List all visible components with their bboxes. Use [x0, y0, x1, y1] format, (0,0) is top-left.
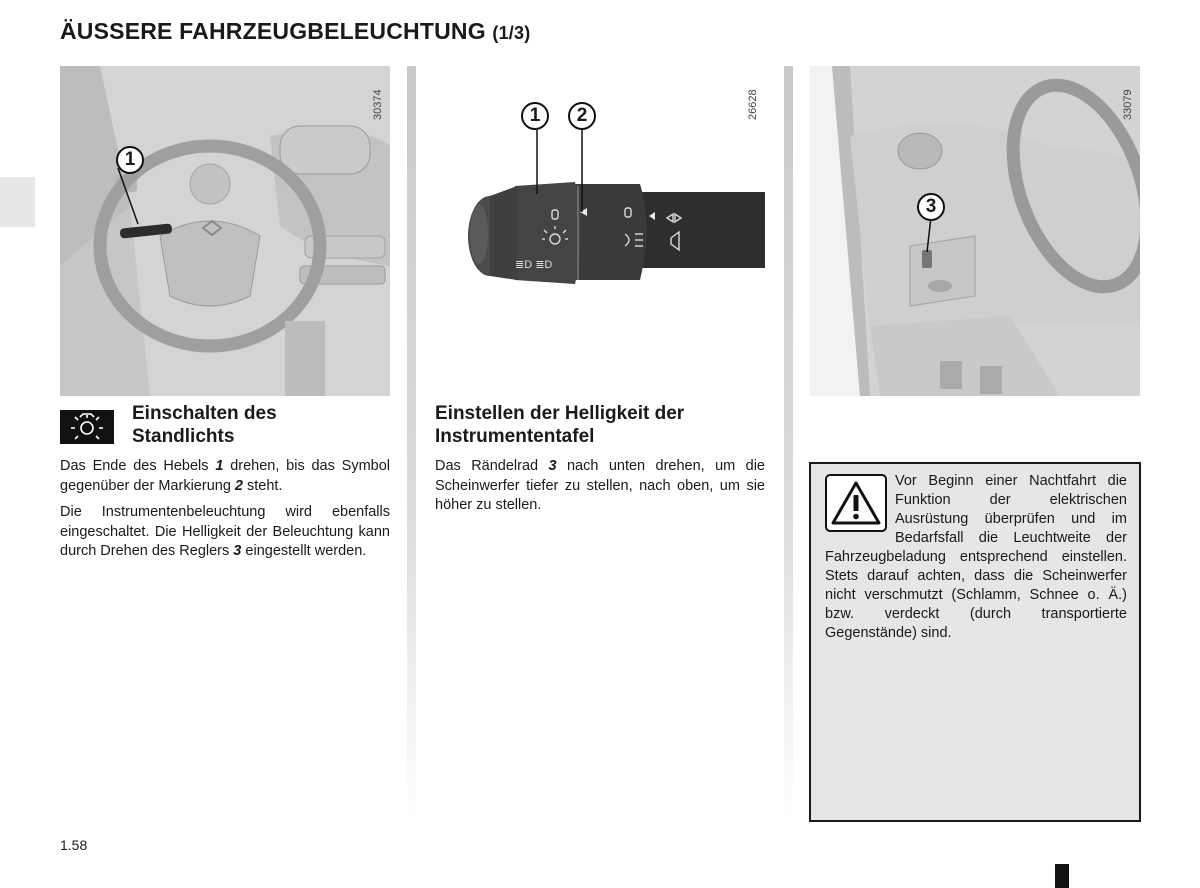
figure-dashboard-dimmer — [810, 66, 1140, 396]
warning-text: Vor Beginn einer Nachtfahrt die Funktion der elektrischen Ausrüstung überprüfen und im Bedarfsfall die Leuchtweite der Fahrzeugbeladung entsprechend einstellen. Stets darauf achten, dass die Scheinwerfer nicht verschmutzt (Schlamm, Schnee o. Ä.) bzw. verdeckt (durch transportierte Gegenstände) sind. — [825, 473, 1127, 641]
heading-line: Einstellen der Helligkeit der — [435, 403, 685, 424]
ref-1: 1 — [215, 458, 224, 474]
page-title-text: ÄUSSERE FAHRZEUGBELEUCHTUNG — [60, 18, 486, 44]
paragraph-instrument-brightness: Das Rändelrad 3 nach unten drehen, um die Scheinwerfer tiefer zu stellen, nach oben, um sie höher zu stellen. — [435, 458, 765, 513]
ref-3: 3 — [548, 458, 557, 474]
sidelight-icon — [60, 410, 114, 444]
callout-1: 1 — [116, 146, 144, 174]
column-divider-left — [407, 66, 416, 820]
callout-1: 1 — [521, 102, 549, 130]
page-number: 1.58 — [60, 837, 88, 853]
warning-box — [809, 462, 1141, 822]
dashboard-illustration — [810, 66, 1140, 396]
figure-code: 30374 — [372, 89, 384, 120]
ref-2: 2 — [234, 477, 243, 494]
paragraph-sidelights-2: Die Instrumentenbeleuchtung wird ebenfalls eingeschaltet. Die Helligkeit der Beleuchtung kann durch Drehen des Reglers 3 eingestellt werden. — [60, 504, 390, 559]
steering-wheel-illustration — [60, 66, 390, 396]
svg-text:≣D ≣D: ≣D ≣D — [515, 259, 553, 271]
callout-2: 2 — [568, 102, 596, 130]
heading-line: Einschalten des — [132, 403, 277, 424]
column-divider-right — [784, 66, 793, 820]
warning-triangle-icon — [825, 474, 887, 532]
section-heading-sidelights — [132, 402, 277, 448]
chapter-tab — [0, 177, 35, 227]
ref-3: 3 — [233, 543, 242, 559]
figure-code: 26628 — [747, 89, 759, 120]
figure-steering-wheel — [60, 66, 390, 396]
page-title — [60, 18, 530, 45]
lighting-stalk-illustration — [435, 66, 765, 396]
page-edge-marker — [1055, 864, 1069, 888]
figure-lighting-stalk — [435, 66, 765, 396]
heading-line: Instrumententafel — [435, 426, 595, 447]
heading-line: Standlichts — [132, 426, 235, 447]
paragraph-sidelights-1: Das Ende des Hebels 1 drehen, bis das Symbol gegenüber der Markierung 2 steht. — [60, 458, 391, 494]
figure-code: 33079 — [1122, 89, 1134, 120]
section-heading-instrument-brightness — [435, 402, 684, 448]
page-title-suffix: (1/3) — [492, 23, 531, 43]
callout-3: 3 — [917, 193, 945, 221]
